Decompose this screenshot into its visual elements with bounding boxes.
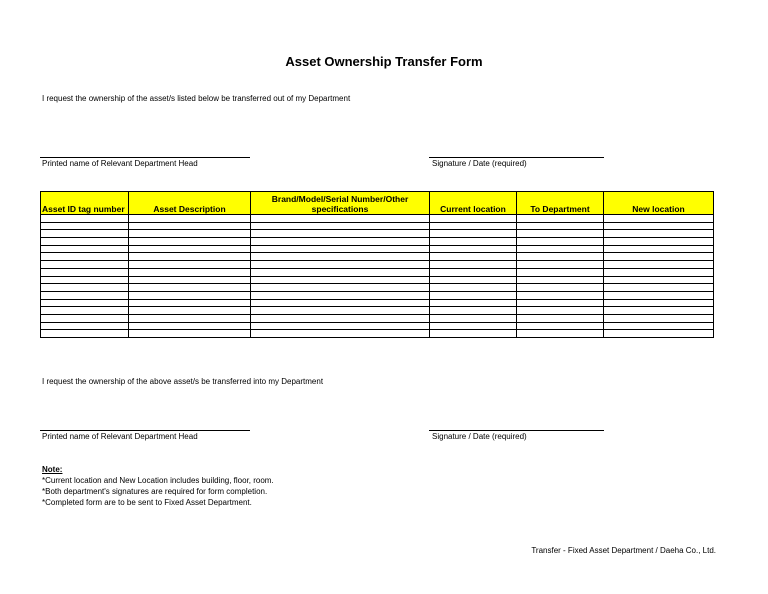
table-cell[interactable] <box>251 291 430 299</box>
footer-text: Transfer - Fixed Asset Department / Daeha Co., Ltd. <box>531 546 716 555</box>
form-title: Asset Ownership Transfer Form <box>285 54 483 69</box>
table-cell[interactable] <box>129 291 251 299</box>
table-row <box>41 268 714 276</box>
table-cell[interactable] <box>129 314 251 322</box>
table-row <box>41 238 714 246</box>
signature-line-in <box>429 430 604 431</box>
note-line: *Both department's signatures are required for form completion. <box>42 487 268 496</box>
table-cell[interactable] <box>430 253 517 261</box>
table-cell[interactable] <box>517 253 604 261</box>
table-cell[interactable] <box>604 230 714 238</box>
table-cell[interactable] <box>129 238 251 246</box>
table-row <box>41 291 714 299</box>
asset-table-body <box>41 215 714 338</box>
table-cell[interactable] <box>251 307 430 315</box>
notes-block <box>42 464 274 508</box>
table-row <box>41 230 714 238</box>
table-row <box>41 299 714 307</box>
table-cell[interactable] <box>251 238 430 246</box>
table-cell[interactable] <box>604 261 714 269</box>
note-line: *Current location and New Location includes building, floor, room. <box>42 476 274 485</box>
table-cell[interactable] <box>604 299 714 307</box>
table-cell[interactable] <box>604 222 714 230</box>
table-cell[interactable] <box>41 330 129 338</box>
table-cell[interactable] <box>604 314 714 322</box>
asset-table <box>40 191 714 338</box>
table-cell[interactable] <box>430 299 517 307</box>
table-cell[interactable] <box>129 230 251 238</box>
table-cell[interactable] <box>41 238 129 246</box>
table-cell[interactable] <box>430 222 517 230</box>
table-cell[interactable] <box>430 314 517 322</box>
table-cell[interactable] <box>251 245 430 253</box>
table-cell[interactable] <box>41 299 129 307</box>
table-cell[interactable] <box>430 245 517 253</box>
table-cell[interactable] <box>517 276 604 284</box>
table-cell[interactable] <box>129 245 251 253</box>
table-cell[interactable] <box>517 245 604 253</box>
table-row <box>41 322 714 330</box>
table-cell[interactable] <box>430 322 517 330</box>
table-cell[interactable] <box>517 291 604 299</box>
table-cell[interactable] <box>41 253 129 261</box>
table-cell[interactable] <box>251 230 430 238</box>
table-cell[interactable] <box>251 330 430 338</box>
table-cell[interactable] <box>129 215 251 223</box>
table-cell[interactable] <box>251 314 430 322</box>
table-cell[interactable] <box>251 261 430 269</box>
table-cell[interactable] <box>41 222 129 230</box>
table-cell[interactable] <box>41 268 129 276</box>
table-cell[interactable] <box>517 261 604 269</box>
column-header: New location <box>604 192 714 215</box>
table-cell[interactable] <box>430 330 517 338</box>
table-cell[interactable] <box>604 276 714 284</box>
table-row <box>41 222 714 230</box>
printed-name-line-in <box>40 430 250 431</box>
table-header-row <box>41 192 714 215</box>
table-cell[interactable] <box>129 330 251 338</box>
table-cell[interactable] <box>430 261 517 269</box>
transfer-out-request-text: I request the ownership of the asset/s listed below be transferred out of my Department <box>42 94 351 103</box>
table-cell[interactable] <box>129 276 251 284</box>
table-cell[interactable] <box>604 238 714 246</box>
table-cell[interactable] <box>430 291 517 299</box>
table-cell[interactable] <box>41 284 129 292</box>
table-cell[interactable] <box>129 261 251 269</box>
table-cell[interactable] <box>129 322 251 330</box>
transfer-in-request-text: I request the ownership of the above asset/s be transferred into my Department <box>42 377 324 386</box>
table-cell[interactable] <box>604 330 714 338</box>
table-cell[interactable] <box>251 299 430 307</box>
table-cell[interactable] <box>129 299 251 307</box>
table-cell[interactable] <box>251 253 430 261</box>
table-cell[interactable] <box>517 307 604 315</box>
table-cell[interactable] <box>41 314 129 322</box>
table-cell[interactable] <box>251 284 430 292</box>
table-cell[interactable] <box>604 268 714 276</box>
table-cell[interactable] <box>430 284 517 292</box>
printed-name-line-out <box>40 157 250 158</box>
table-cell[interactable] <box>251 322 430 330</box>
table-cell[interactable] <box>430 238 517 246</box>
table-cell[interactable] <box>41 230 129 238</box>
table-cell[interactable] <box>41 245 129 253</box>
table-cell[interactable] <box>430 268 517 276</box>
table-row <box>41 330 714 338</box>
table-cell[interactable] <box>604 322 714 330</box>
table-cell[interactable] <box>604 291 714 299</box>
table-cell[interactable] <box>430 215 517 223</box>
column-header: Brand/Model/Serial Number/Other specifications <box>251 192 430 215</box>
table-cell[interactable] <box>430 276 517 284</box>
signature-label-out: Signature / Date (required) <box>432 159 527 168</box>
table-cell[interactable] <box>517 284 604 292</box>
table-cell[interactable] <box>41 322 129 330</box>
printed-name-label-out: Printed name of Relevant Department Head <box>42 159 198 168</box>
table-cell[interactable] <box>41 291 129 299</box>
column-header: Asset ID tag number <box>41 192 129 215</box>
table-cell[interactable] <box>129 268 251 276</box>
table-cell[interactable] <box>41 307 129 315</box>
table-cell[interactable] <box>517 268 604 276</box>
table-cell[interactable] <box>41 261 129 269</box>
printed-name-label-in: Printed name of Relevant Department Head <box>42 432 198 441</box>
table-cell[interactable] <box>517 322 604 330</box>
table-cell[interactable] <box>251 215 430 223</box>
table-cell[interactable] <box>517 238 604 246</box>
table-row <box>41 245 714 253</box>
table-cell[interactable] <box>129 284 251 292</box>
table-cell[interactable] <box>517 330 604 338</box>
column-header: To Department <box>517 192 604 215</box>
table-cell[interactable] <box>129 307 251 315</box>
signature-label-in: Signature / Date (required) <box>432 432 527 441</box>
table-cell[interactable] <box>517 314 604 322</box>
table-cell[interactable] <box>604 215 714 223</box>
table-cell[interactable] <box>41 276 129 284</box>
table-cell[interactable] <box>517 222 604 230</box>
column-header: Current location <box>430 192 517 215</box>
table-cell[interactable] <box>41 215 129 223</box>
column-header: Asset Description <box>129 192 251 215</box>
table-cell[interactable] <box>604 245 714 253</box>
table-row <box>41 276 714 284</box>
table-cell[interactable] <box>251 268 430 276</box>
note-line: *Completed form are to be sent to Fixed Asset Department. <box>42 498 252 507</box>
table-row <box>41 307 714 315</box>
table-row <box>41 215 714 223</box>
table-row <box>41 261 714 269</box>
table-cell[interactable] <box>430 230 517 238</box>
table-cell[interactable] <box>604 284 714 292</box>
signature-line-out <box>429 157 604 158</box>
table-cell[interactable] <box>517 230 604 238</box>
table-cell[interactable] <box>129 222 251 230</box>
table-cell[interactable] <box>517 215 604 223</box>
table-cell[interactable] <box>430 307 517 315</box>
table-row <box>41 253 714 261</box>
table-cell[interactable] <box>604 307 714 315</box>
table-cell[interactable] <box>251 222 430 230</box>
table-row <box>41 314 714 322</box>
table-cell[interactable] <box>517 299 604 307</box>
note-heading: Note: <box>42 465 63 474</box>
table-cell[interactable] <box>604 253 714 261</box>
table-cell[interactable] <box>129 253 251 261</box>
table-cell[interactable] <box>251 276 430 284</box>
table-row <box>41 284 714 292</box>
